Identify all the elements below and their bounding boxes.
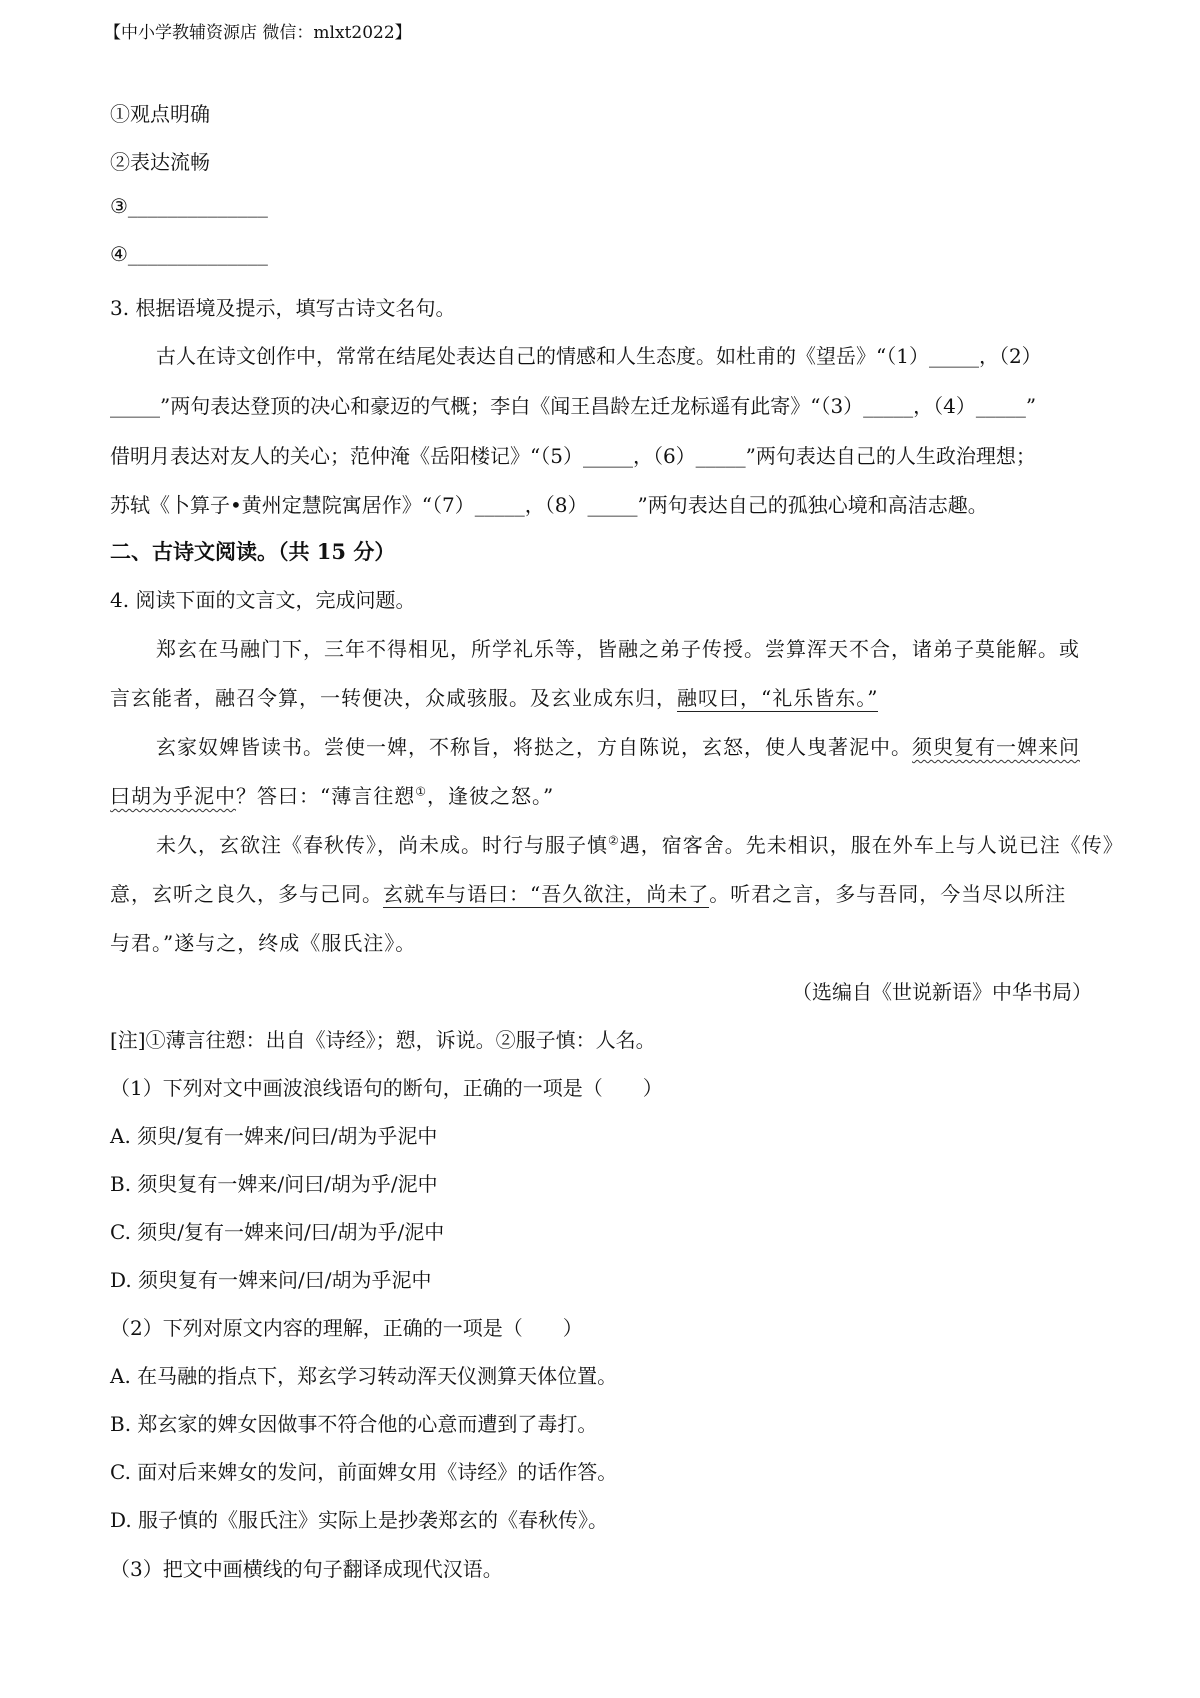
passage-note: [注]①薄言往愬：出自《诗经》；愬，诉说。②服子慎：人名。 bbox=[110, 1028, 656, 1052]
q3-title: 3. 根据语境及提示，填写古诗文名句。 bbox=[110, 296, 456, 320]
sub2-option-c: C. 面对后来婢女的发问，前面婢女用《诗经》的话作答。 bbox=[110, 1460, 618, 1484]
list-item-4: ④______________ bbox=[110, 242, 268, 266]
sub2-option-a: A. 在马融的指点下，郑玄学习转动浑天仪测算天体位置。 bbox=[110, 1364, 618, 1388]
q3-paragraph-line2: _____”两句表达登顶的决心和豪迈的气概；李白《闻王昌龄左迁龙标遥有此寄》“（3）_____，（4）_____” bbox=[110, 394, 1037, 418]
sub2-question: （2）下列对原文内容的理解，正确的一项是（ ） bbox=[110, 1316, 583, 1340]
underlined-sentence-2: 玄就车与语曰：“吾久欲注，尚未了 bbox=[383, 882, 710, 906]
sub3-question: （3）把文中画横线的句子翻译成现代汉语。 bbox=[110, 1557, 503, 1581]
page-header: 【中小学教辅资源店 微信：mlxt2022】 bbox=[104, 23, 412, 43]
section2-title: 二、古诗文阅读。（共 15 分） bbox=[110, 539, 396, 564]
list-item-1: ①观点明确 bbox=[110, 102, 210, 126]
sub1-option-d: D. 须臾复有一婢来问/曰/胡为乎泥中 bbox=[110, 1268, 432, 1292]
q3-paragraph-line1: 古人在诗文创作中，常常在结尾处表达自己的情感和人生态度。如杜甫的《望岳》“（1）_____，（2） bbox=[156, 344, 1042, 368]
passage-para2-line1: 玄家奴婢皆读书。尝使一婢，不称旨，将挞之，方自陈说，玄怒，使人曳著泥中。须臾复有一婢来问 bbox=[156, 735, 1080, 759]
wavy-sentence-part1: 须臾复有一婢来问 bbox=[912, 735, 1080, 759]
sub2-option-d: D. 服子慎的《服氏注》实际上是抄袭郑玄的《春秋传》。 bbox=[110, 1508, 609, 1532]
passage-para2-line2: 曰胡为乎泥中？答曰：“薄言往愬①，逢彼之怒。” bbox=[110, 784, 555, 808]
passage-para3-line2: 意，玄听之良久，多与己同。玄就车与语曰：“吾久欲注，尚未了。听君之言，多与吾同，今当尽以所注 bbox=[110, 882, 1067, 906]
passage-para3-line3: 与君。”遂与之，终成《服氏注》。 bbox=[110, 931, 417, 955]
underlined-sentence-1: 融叹曰，“礼乐皆东。” bbox=[677, 686, 879, 710]
wavy-sentence-part2: 曰胡为乎泥中 bbox=[110, 784, 236, 808]
footnote-marker-2: ② bbox=[608, 833, 620, 848]
sub1-option-a: A. 须臾/复有一婢来/问曰/胡为乎泥中 bbox=[110, 1124, 438, 1148]
q4-title: 4. 阅读下面的文言文，完成问题。 bbox=[110, 588, 416, 612]
passage-para1-line1: 郑玄在马融门下，三年不得相见，所学礼乐等，皆融之弟子传授。尝算浑天不合，诸弟子莫能解。或 bbox=[156, 637, 1080, 661]
list-item-3: ③______________ bbox=[110, 194, 268, 218]
sub1-option-c: C. 须臾/复有一婢来问/曰/胡为乎/泥中 bbox=[110, 1220, 445, 1244]
sub1-question: （1）下列对文中画波浪线语句的断句，正确的一项是（ ） bbox=[110, 1076, 663, 1100]
q3-paragraph-line4: 苏轼《卜算子•黄州定慧院寓居作》“（7）_____，（8）_____”两句表达自己的孤独心境和高洁志趣。 bbox=[110, 493, 988, 517]
q3-paragraph-line3: 借明月表达对友人的关心；范仲淹《岳阳楼记》“（5）_____，（6）_____”两句表达自己的人生政治理想； bbox=[110, 444, 1036, 468]
sub2-option-b: B. 郑玄家的婢女因做事不符合他的心意而遭到了毒打。 bbox=[110, 1412, 598, 1436]
passage-para1-line2: 言玄能者，融召令算，一转便决，众咸骇服。及玄业成东归，融叹曰，“礼乐皆东。” bbox=[110, 686, 879, 710]
passage-source: （选编自《世说新语》中华书局） bbox=[792, 980, 1092, 1004]
passage-para3-line1: 未久，玄欲注《春秋传》，尚未成。时行与服子慎②遇，宿客舍。先未相识，服在外车上与人说已注《传》 bbox=[156, 833, 1124, 857]
list-item-2: ②表达流畅 bbox=[110, 150, 210, 174]
footnote-marker-1: ① bbox=[415, 784, 427, 799]
sub1-option-b: B. 须臾复有一婢来/问曰/胡为乎/泥中 bbox=[110, 1172, 438, 1196]
